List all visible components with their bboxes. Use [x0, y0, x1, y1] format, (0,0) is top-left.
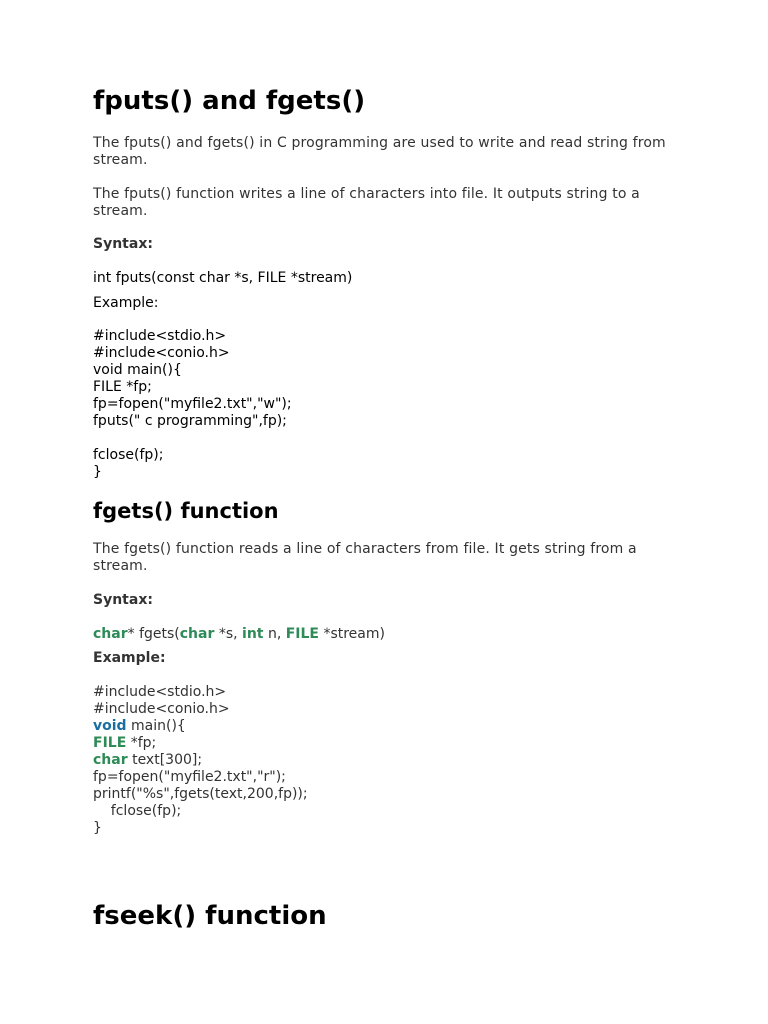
code-line: #include<conio.h> — [93, 345, 230, 361]
fgets-example-code — [93, 684, 308, 837]
syntax-text: *s, — [214, 626, 243, 642]
keyword-file: FILE — [285, 626, 319, 642]
example-label-fputs: Example: — [93, 295, 159, 311]
code-line: #include<stdio.h> — [93, 328, 227, 344]
code-text: text[300]; — [127, 752, 203, 768]
heading-fputs-fgets: fputs() and fgets() — [93, 86, 366, 116]
code-text: main(){ — [126, 718, 186, 734]
fputs-syntax: int fputs(const char *s, FILE *stream) — [93, 270, 353, 286]
code-line — [93, 735, 308, 752]
code-line: } — [93, 464, 102, 480]
code-line — [93, 430, 292, 447]
fputs-description: The fputs() function writes a line of characters into file. It outputs string to a stream. — [93, 186, 640, 219]
fgets-syntax — [93, 626, 385, 643]
code-line: printf("%s",fgets(text,200,fp)); — [93, 786, 308, 802]
keyword-char: char — [93, 626, 128, 642]
keyword-file: FILE — [93, 735, 127, 751]
fputs-example-code — [93, 328, 292, 481]
code-line — [93, 752, 308, 769]
heading-fgets-function: fgets() function — [93, 499, 279, 523]
code-line: void main(){ — [93, 362, 182, 378]
syntax-text: n, — [263, 626, 286, 642]
example-label-fgets: Example: — [93, 650, 166, 666]
code-line: fp=fopen("myfile2.txt","r"); — [93, 769, 286, 785]
keyword-char: char — [179, 626, 215, 642]
keyword-int: int — [242, 626, 264, 642]
syntax-label-fputs: Syntax: — [93, 236, 153, 252]
heading-fseek-function: fseek() function — [93, 901, 327, 931]
code-line: FILE *fp; — [93, 379, 152, 395]
code-line — [93, 718, 308, 735]
code-line: fclose(fp); — [93, 803, 182, 819]
keyword-void: void — [93, 718, 127, 734]
fgets-description: The fgets() function reads a line of characters from file. It gets string from a stream. — [93, 541, 637, 574]
code-line: fclose(fp); — [93, 447, 164, 463]
code-line: #include<stdio.h> — [93, 684, 227, 700]
keyword-char: char — [93, 752, 128, 768]
code-line: fputs(" c programming",fp); — [93, 413, 287, 429]
intro-paragraph: The fputs() and fgets() in C programming are used to write and read string from stream. — [93, 135, 666, 168]
code-line: } — [93, 820, 102, 836]
code-line: fp=fopen("myfile2.txt","w"); — [93, 396, 292, 412]
syntax-label-fgets: Syntax: — [93, 592, 153, 608]
code-text: *fp; — [126, 735, 157, 751]
syntax-text: * fgets( — [127, 626, 180, 642]
code-line: #include<conio.h> — [93, 701, 230, 717]
syntax-text: *stream) — [319, 626, 385, 642]
